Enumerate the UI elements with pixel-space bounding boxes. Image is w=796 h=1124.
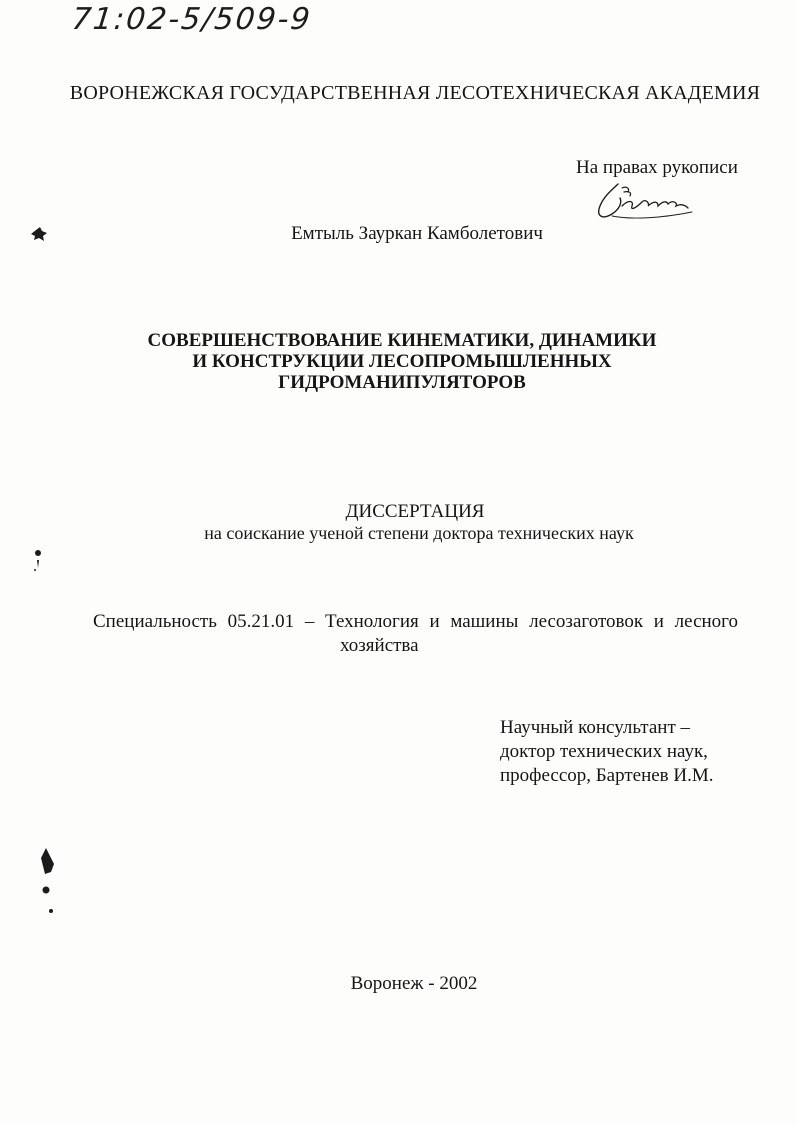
scan-speck <box>38 846 58 916</box>
institution-name: ВОРОНЕЖСКАЯ ГОСУДАРСТВЕННАЯ ЛЕСОТЕХНИЧЕСКАЯ АКАДЕМИЯ <box>69 82 761 104</box>
author-name: Емтыль Заур​кан Камболетович <box>291 223 543 244</box>
specialty-line: Специальность 05.21.01 – Технология и машины лесозаготовок и лесного <box>93 611 738 632</box>
dissertation-title <box>0 330 796 393</box>
archive-code: 71:02-5/509-9 <box>70 2 314 37</box>
consultant-line: доктор технических наук, <box>500 741 708 762</box>
scan-speck <box>28 224 50 246</box>
handwritten-signature <box>592 176 702 226</box>
degree-line: на соискание ученой степени доктора технических наук <box>204 523 634 543</box>
manuscript-note: На правах рукописи <box>576 157 738 178</box>
title-line: ГИДРОМАНИПУЛЯТОРОВ <box>278 372 526 393</box>
specialty-line: хозяйства <box>340 635 419 656</box>
title-line: СОВЕРШЕНСТВОВАНИЕ КИНЕМАТИКИ, ДИНАМИКИ <box>147 330 657 351</box>
scan-speck <box>30 548 46 574</box>
consultant-line: профессор, Бартенев И.М. <box>500 765 714 786</box>
document-type: ДИССЕРТАЦИЯ <box>345 501 485 522</box>
scientific-consultant <box>500 716 714 788</box>
consultant-line: Научный консультант – <box>500 717 690 738</box>
city-year: Воронеж - 2002 <box>350 973 478 994</box>
specialty <box>93 610 738 658</box>
title-line: И КОНСТРУКЦИИ ЛЕСОПРОМЫШЛЕННЫХ <box>192 351 612 372</box>
